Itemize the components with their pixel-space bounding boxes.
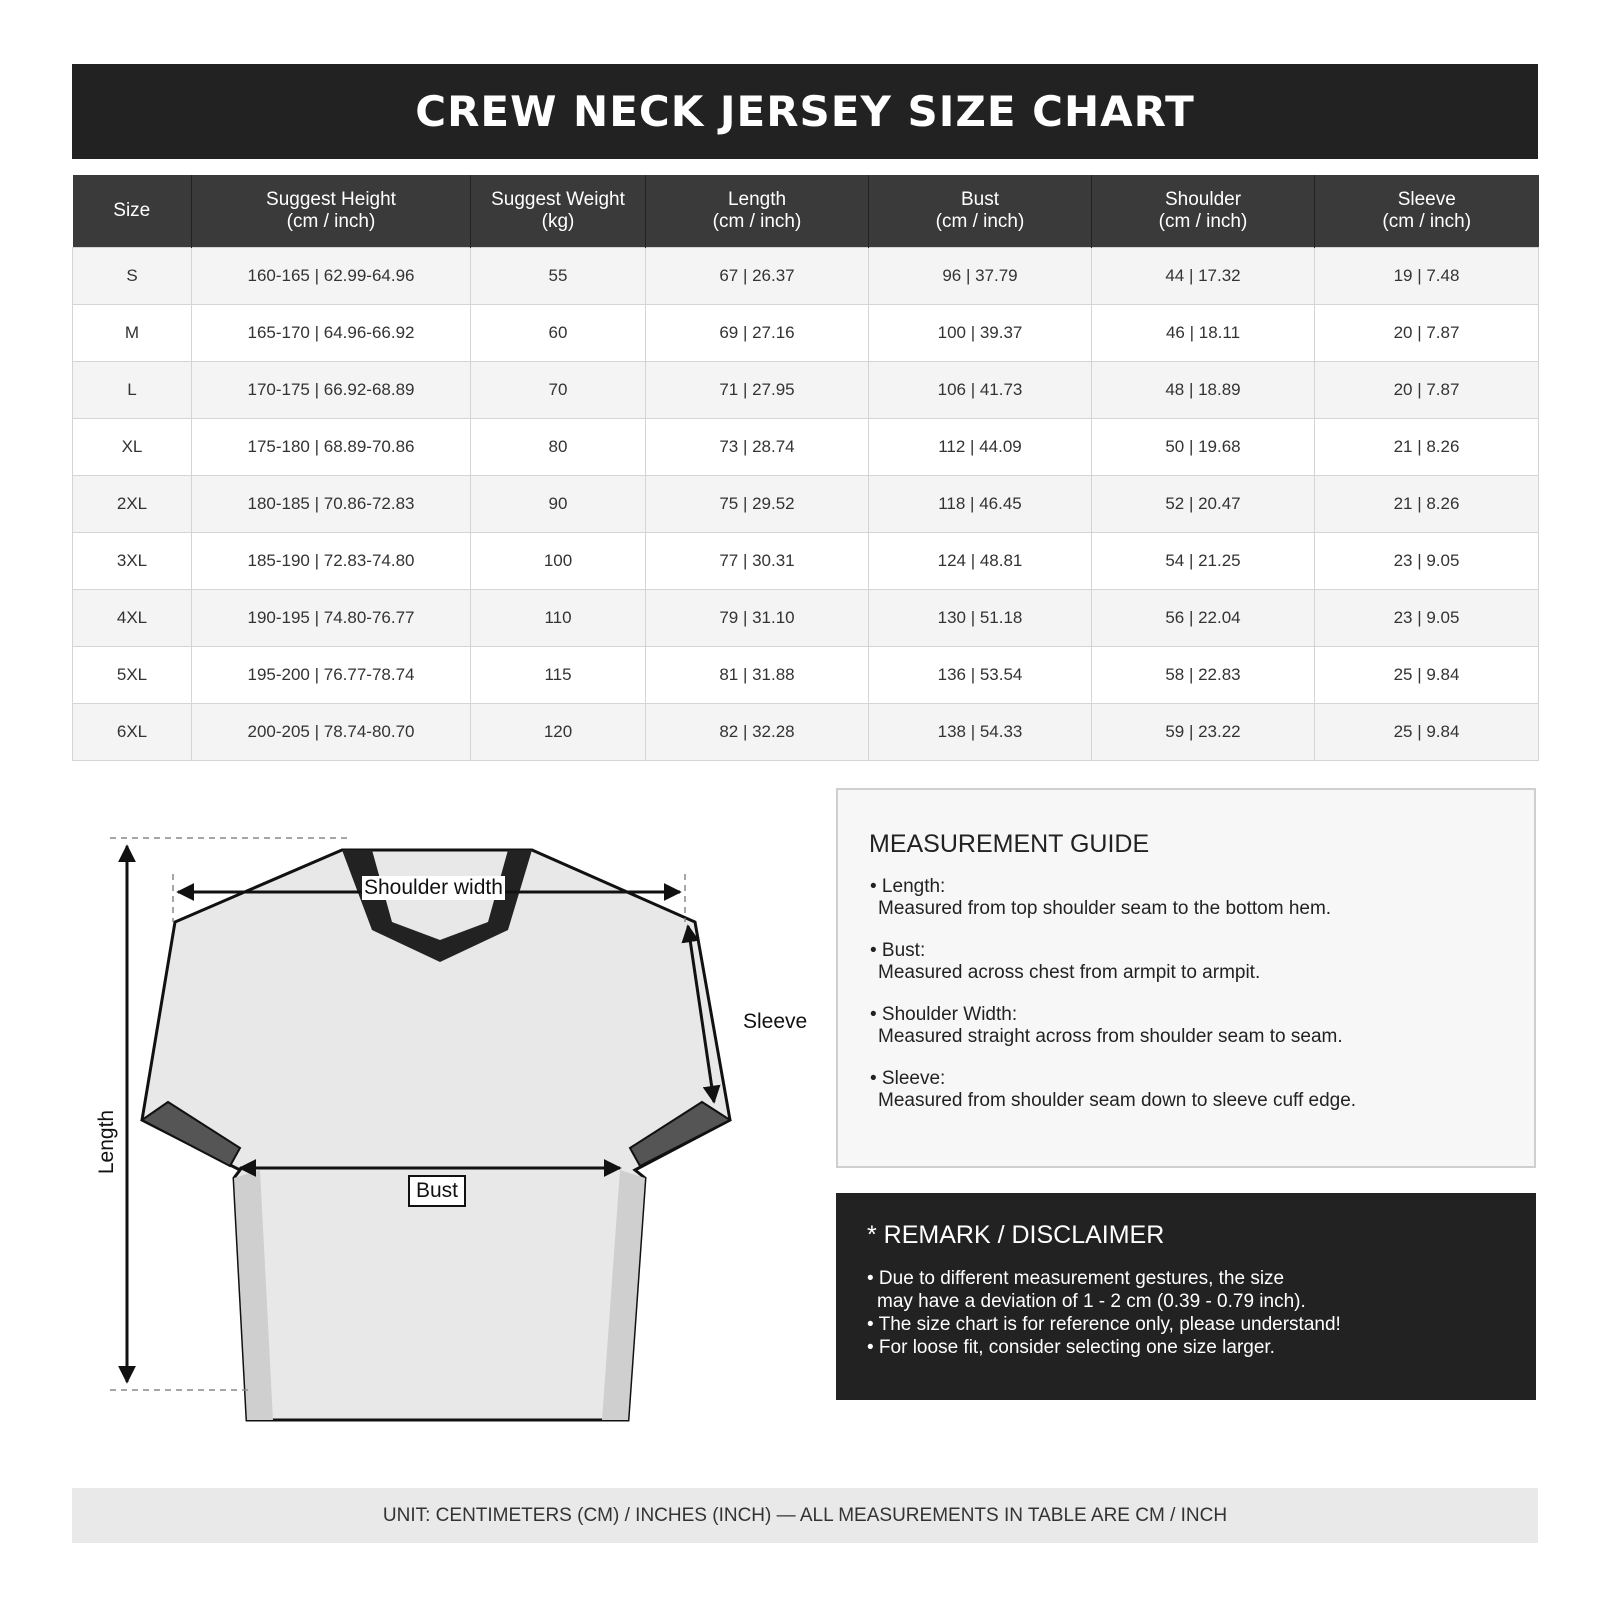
table-cell: 106 | 41.73 xyxy=(869,362,1092,419)
header-height: Suggest Height (cm / inch) xyxy=(192,175,471,248)
guide-title: MEASUREMENT GUIDE xyxy=(869,830,1150,858)
table-cell: 200-205 | 78.74-80.70 xyxy=(192,704,471,761)
bust-label: Bust xyxy=(408,1175,466,1207)
table-cell: 118 | 46.45 xyxy=(869,476,1092,533)
title-banner xyxy=(72,64,1538,159)
table-cell: 100 | 39.37 xyxy=(869,305,1092,362)
header-weight: Suggest Weight (kg) xyxy=(471,175,646,248)
table-cell: 190-195 | 74.80-76.77 xyxy=(192,590,471,647)
table-row xyxy=(73,590,1539,647)
header-length: Length (cm / inch) xyxy=(646,175,869,248)
table-cell: 90 xyxy=(471,476,646,533)
remark-line: may have a deviation of 1 - 2 cm (0.39 - 0.79 inch). xyxy=(877,1291,1306,1312)
table-cell: 112 | 44.09 xyxy=(869,419,1092,476)
remark-title: * REMARK / DISCLAIMER xyxy=(867,1221,1165,1249)
table-cell: 100 xyxy=(471,533,646,590)
table-cell: 120 xyxy=(471,704,646,761)
header-shoulder: Shoulder (cm / inch) xyxy=(1092,175,1315,248)
table-cell: 19 | 7.48 xyxy=(1315,248,1539,305)
table-cell: 67 | 26.37 xyxy=(646,248,869,305)
table-cell: 21 | 8.26 xyxy=(1315,419,1539,476)
guide-item-bust: • Bust: Measured across chest from armpit to armpit. xyxy=(870,940,1261,983)
table-cell: 138 | 54.33 xyxy=(869,704,1092,761)
table-cell: 60 xyxy=(471,305,646,362)
unit-footer: UNIT: CENTIMETERS (CM) / INCHES (INCH) — ALL MEASUREMENTS IN TABLE ARE CM / INCH xyxy=(72,1488,1538,1543)
table-cell: 58 | 22.83 xyxy=(1092,647,1315,704)
table-cell: 4XL xyxy=(73,590,192,647)
table-cell: XL xyxy=(73,419,192,476)
table-cell: 44 | 17.32 xyxy=(1092,248,1315,305)
table-cell: 59 | 23.22 xyxy=(1092,704,1315,761)
guide-item-shoulder: • Shoulder Width: Measured straight across from shoulder seam to seam. xyxy=(870,1004,1343,1047)
table-row xyxy=(73,419,1539,476)
table-cell: 70 xyxy=(471,362,646,419)
table-cell: 3XL xyxy=(73,533,192,590)
table-cell: 21 | 8.26 xyxy=(1315,476,1539,533)
table-cell: 23 | 9.05 xyxy=(1315,533,1539,590)
table-cell: 73 | 28.74 xyxy=(646,419,869,476)
table-cell: 56 | 22.04 xyxy=(1092,590,1315,647)
table-cell: 175-180 | 68.89-70.86 xyxy=(192,419,471,476)
length-label: Length xyxy=(95,1109,118,1175)
header-sleeve: Sleeve (cm / inch) xyxy=(1315,175,1539,248)
table-cell: 23 | 9.05 xyxy=(1315,590,1539,647)
table-cell: 165-170 | 64.96-66.92 xyxy=(192,305,471,362)
guide-item-length: • Length: Measured from top shoulder seam to the bottom hem. xyxy=(870,876,1332,919)
remark-panel xyxy=(836,1193,1536,1400)
table-row xyxy=(73,533,1539,590)
guide-item-sleeve: • Sleeve: Measured from shoulder seam down to sleeve cuff edge. xyxy=(870,1068,1357,1111)
header-bust: Bust (cm / inch) xyxy=(869,175,1092,248)
table-cell: 50 | 19.68 xyxy=(1092,419,1315,476)
table-row xyxy=(73,305,1539,362)
table-cell: 48 | 18.89 xyxy=(1092,362,1315,419)
table-cell: 69 | 27.16 xyxy=(646,305,869,362)
table-cell: 20 | 7.87 xyxy=(1315,305,1539,362)
header-size: Size xyxy=(73,175,192,248)
table-cell: 136 | 53.54 xyxy=(869,647,1092,704)
table-cell: 71 | 27.95 xyxy=(646,362,869,419)
measurement-guide-panel xyxy=(836,788,1536,1168)
table-cell: 180-185 | 70.86-72.83 xyxy=(192,476,471,533)
table-cell: 25 | 9.84 xyxy=(1315,704,1539,761)
table-cell: 160-165 | 62.99-64.96 xyxy=(192,248,471,305)
table-row xyxy=(73,704,1539,761)
page-title: CREW NECK JERSEY SIZE CHART xyxy=(415,87,1195,136)
table-cell: 170-175 | 66.92-68.89 xyxy=(192,362,471,419)
table-cell: 2XL xyxy=(73,476,192,533)
table-cell: 5XL xyxy=(73,647,192,704)
table-header-row xyxy=(73,175,1539,248)
table-row xyxy=(73,362,1539,419)
table-cell: 115 xyxy=(471,647,646,704)
remark-line: • The size chart is for reference only, please understand! xyxy=(867,1314,1341,1335)
table-cell: 124 | 48.81 xyxy=(869,533,1092,590)
table-cell: 185-190 | 72.83-74.80 xyxy=(192,533,471,590)
size-table xyxy=(72,175,1539,761)
table-cell: 79 | 31.10 xyxy=(646,590,869,647)
table-cell: 75 | 29.52 xyxy=(646,476,869,533)
table-cell: 195-200 | 76.77-78.74 xyxy=(192,647,471,704)
sleeve-label: Sleeve xyxy=(743,1010,808,1033)
table-row xyxy=(73,476,1539,533)
table-cell: 20 | 7.87 xyxy=(1315,362,1539,419)
table-row xyxy=(73,248,1539,305)
jersey-illustration xyxy=(90,830,830,1440)
remark-line: • Due to different measurement gestures, the size xyxy=(867,1268,1285,1289)
table-row xyxy=(73,647,1539,704)
jersey-diagram xyxy=(90,830,830,1440)
table-cell: L xyxy=(73,362,192,419)
table-cell: 6XL xyxy=(73,704,192,761)
table-cell: 25 | 9.84 xyxy=(1315,647,1539,704)
table-cell: 55 xyxy=(471,248,646,305)
table-cell: 81 | 31.88 xyxy=(646,647,869,704)
table-cell: 80 xyxy=(471,419,646,476)
table-cell: 46 | 18.11 xyxy=(1092,305,1315,362)
table-cell: 77 | 30.31 xyxy=(646,533,869,590)
jersey-body xyxy=(142,850,730,1420)
table-cell: 110 xyxy=(471,590,646,647)
table-cell: 82 | 32.28 xyxy=(646,704,869,761)
table-cell: 130 | 51.18 xyxy=(869,590,1092,647)
table-cell: S xyxy=(73,248,192,305)
table-cell: 52 | 20.47 xyxy=(1092,476,1315,533)
remark-line: • For loose fit, consider selecting one size larger. xyxy=(867,1337,1275,1358)
table-cell: 54 | 21.25 xyxy=(1092,533,1315,590)
table-cell: M xyxy=(73,305,192,362)
shoulder-width-label: Shoulder width xyxy=(364,876,503,899)
table-cell: 96 | 37.79 xyxy=(869,248,1092,305)
